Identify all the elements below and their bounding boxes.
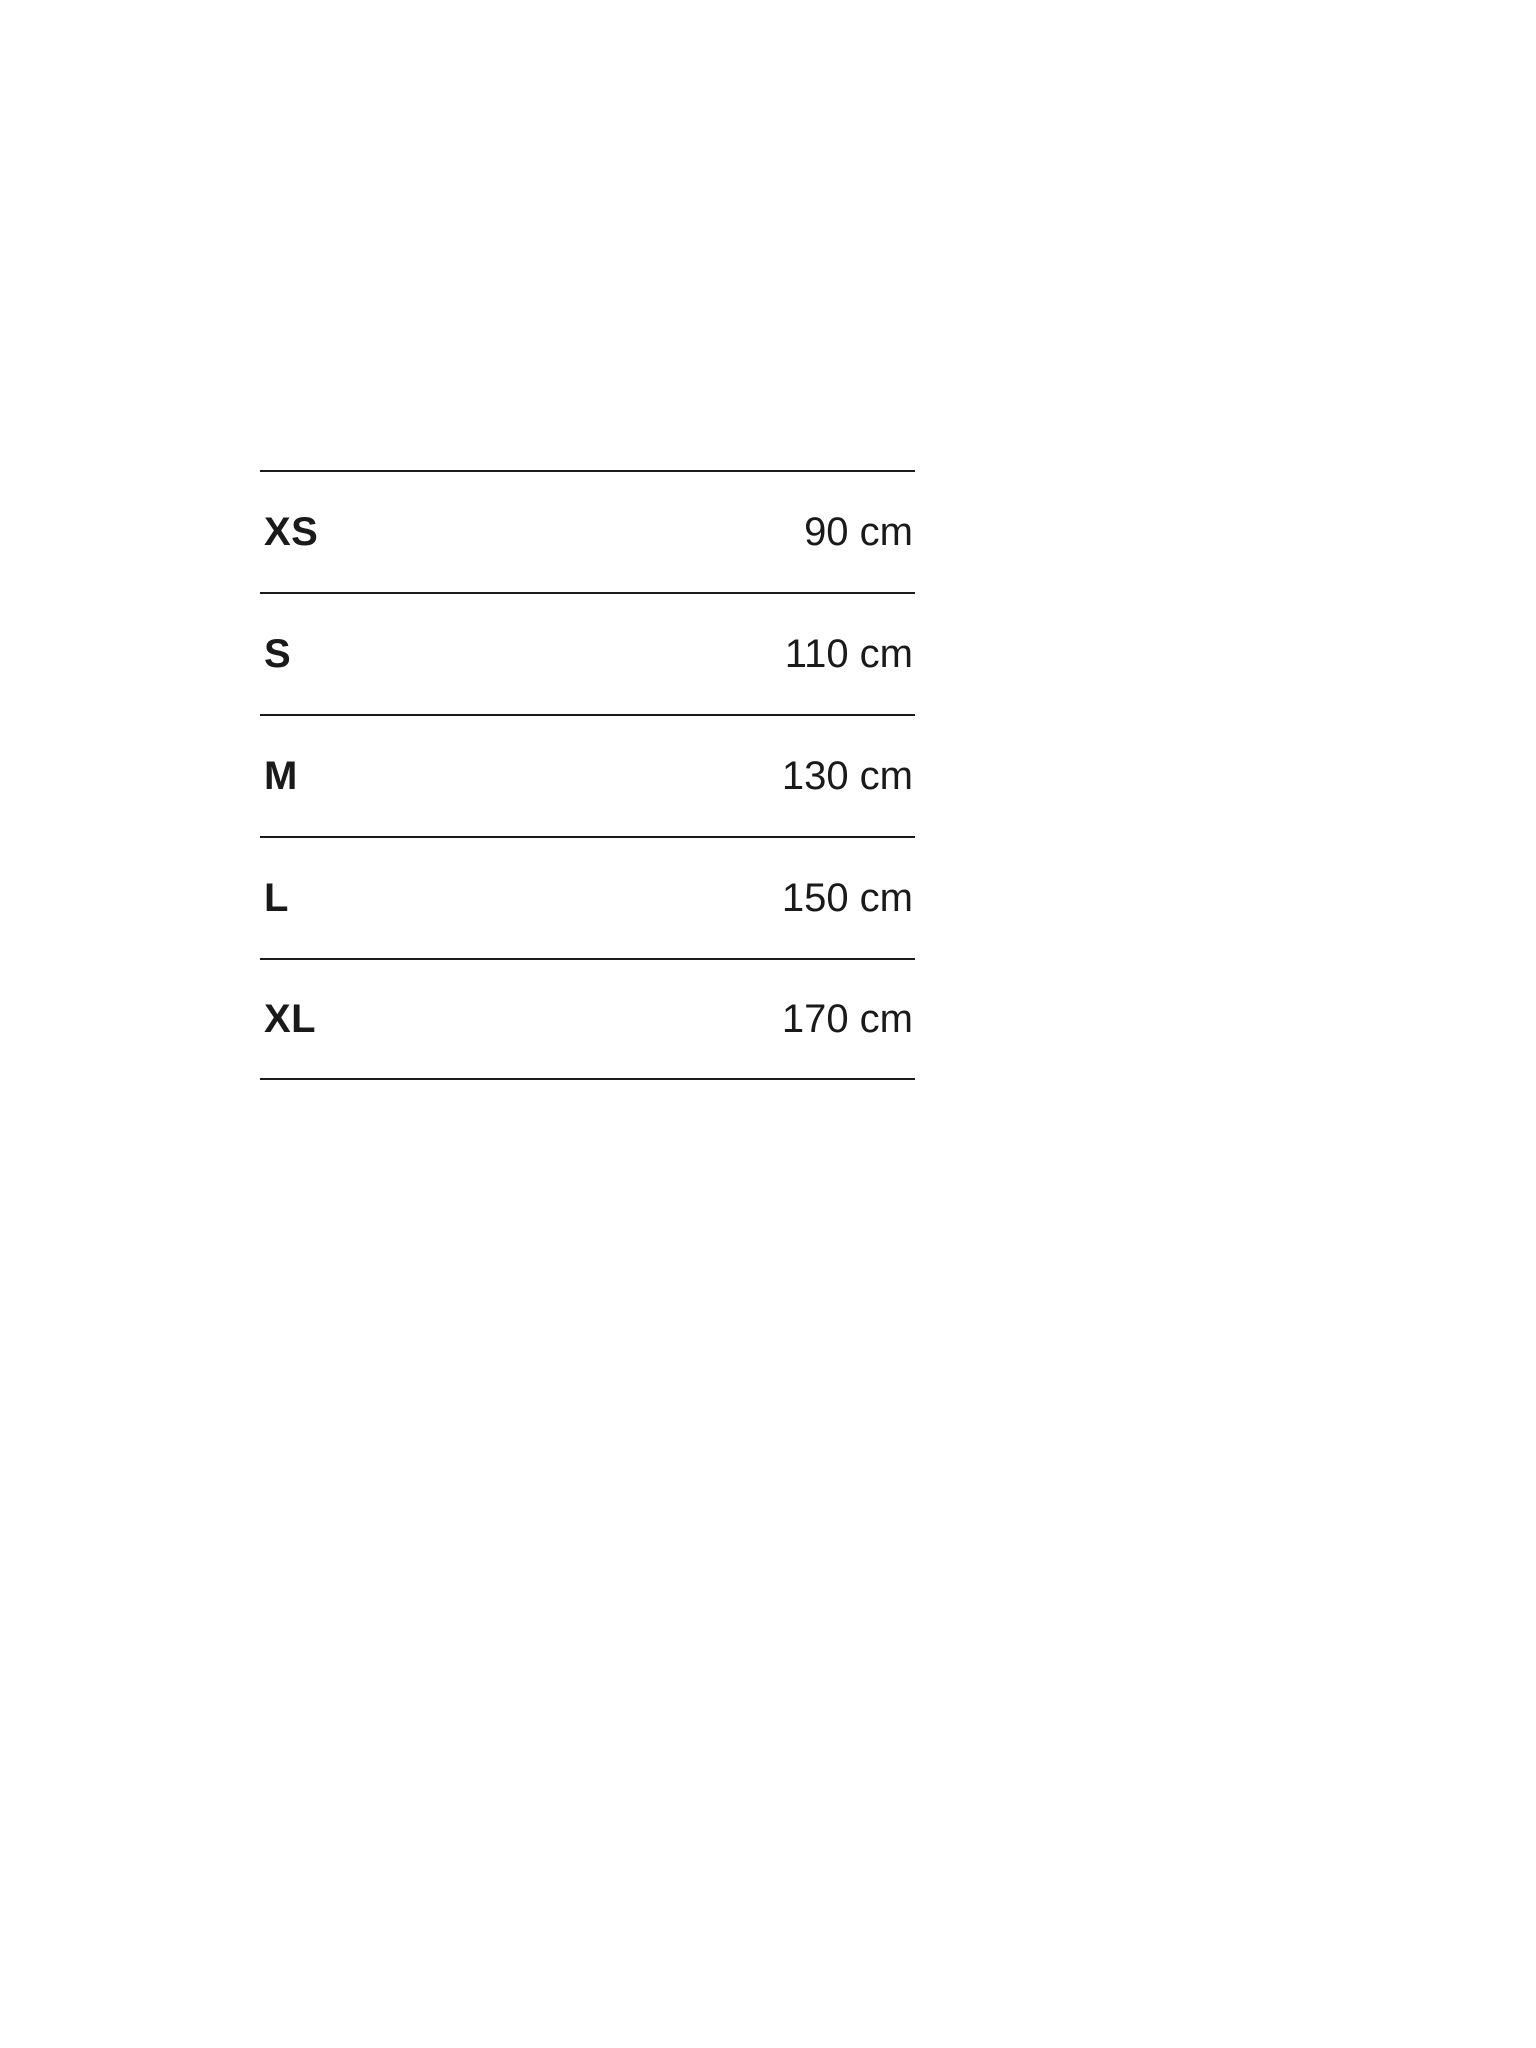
table-row <box>260 592 915 714</box>
size-label: XS <box>264 510 319 554</box>
size-label: S <box>264 632 292 676</box>
measurement-value: 110 cm <box>784 632 913 676</box>
measurement-value: 170 cm <box>781 997 913 1041</box>
size-label: M <box>264 754 298 798</box>
size-label: XL <box>264 997 317 1041</box>
size-chart-table <box>260 470 915 1080</box>
measurement-value: 90 cm <box>804 510 913 554</box>
table-row <box>260 470 915 592</box>
table-row <box>260 836 915 958</box>
measurement-value: 130 cm <box>781 754 913 798</box>
measurement-value: 150 cm <box>781 876 913 920</box>
table-row <box>260 958 915 1080</box>
size-label: L <box>264 876 289 920</box>
table-row <box>260 714 915 836</box>
